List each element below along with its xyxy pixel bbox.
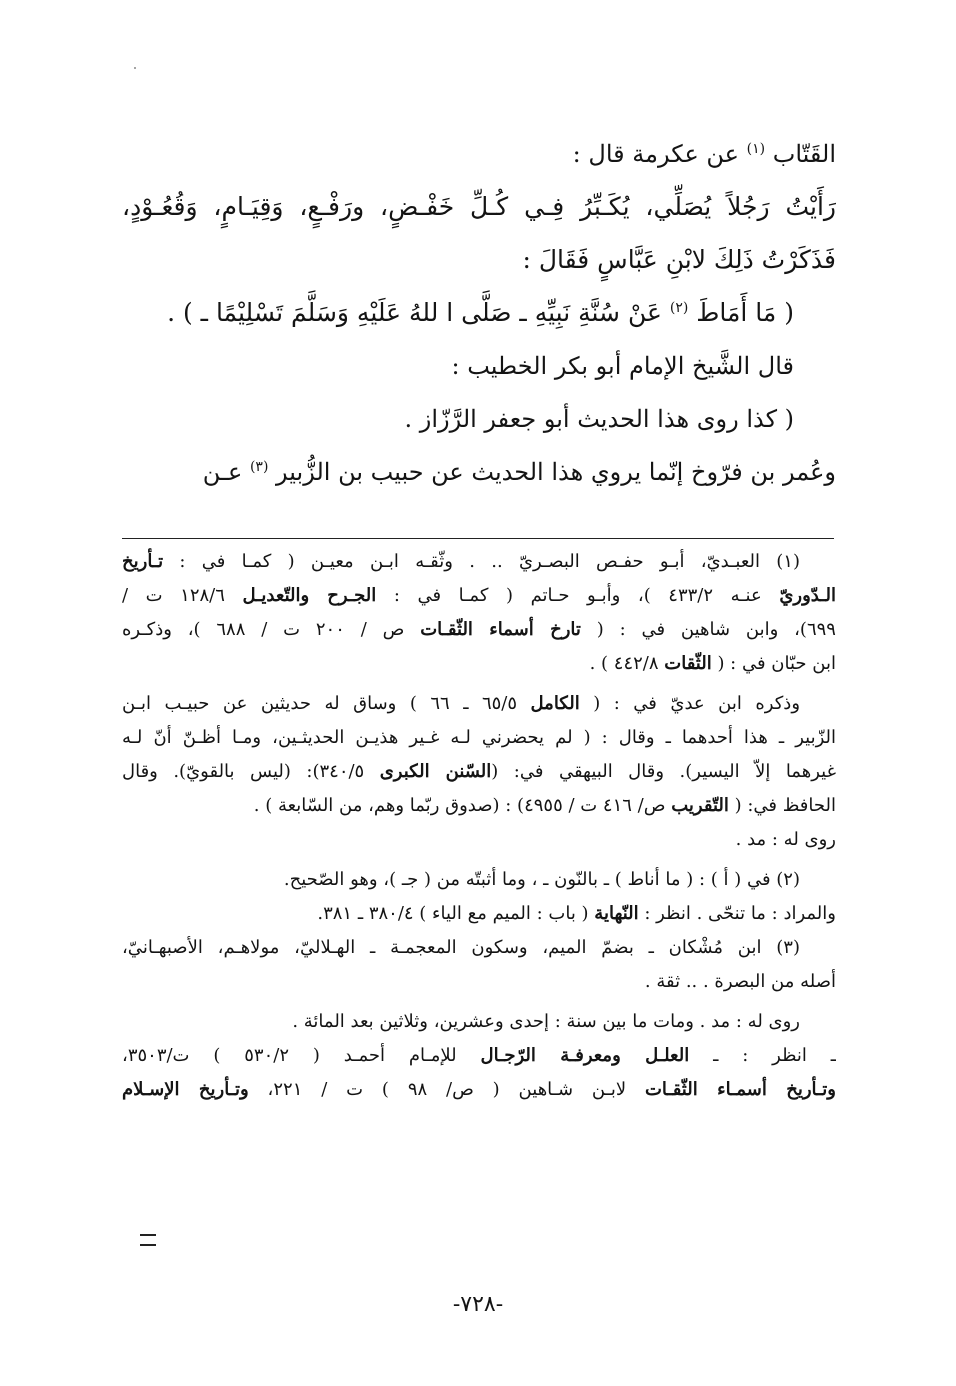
footnote-1-line <box>122 614 836 648</box>
footnote-1-line <box>122 756 836 790</box>
footnote-ref-3: (٣) <box>249 459 269 475</box>
text-segment: غيرهما إلاّ اليسير). وقال البيهقي في: ( <box>491 761 836 782</box>
book-title: تـأريخ <box>122 551 164 572</box>
book-title: السّنن الكبرى <box>379 761 492 782</box>
footnote-3-line: أصله من البصرة . .. ثقة . <box>644 971 836 992</box>
book-title: تارخ أسماء الثّقـات <box>420 619 581 640</box>
text-segment: وذكره ابن عديّ في : ( <box>579 693 801 714</box>
text-segment: القَتّاب <box>765 140 836 168</box>
footnote-1-line <box>122 688 836 722</box>
text-segment: ٦٥/٥ ـ ٦٦ ) وساق له حديثين عن حبيـب ابـن <box>122 693 531 714</box>
text-segment: (١) العبـديّ، أبـو حفـص البصـريّ .. . وثّقـه ابـن معيـن ( كمـا في : <box>163 551 800 572</box>
main-line-1 <box>122 130 836 183</box>
text-segment: الحافظ في: ( <box>728 795 836 816</box>
main-text <box>122 130 836 501</box>
footnote-3-line: روى له : مد . ومات ما بين سنة : إحدى وعشرين، وثلاثين بعد المائة . <box>292 1011 800 1032</box>
footnote-3-line <box>122 1040 836 1074</box>
footnote-2-line <box>122 898 836 932</box>
text-segment: ٤٤٢/٨ ) . <box>589 653 665 674</box>
footnote-1-line <box>122 546 836 580</box>
text-segment: عـن <box>202 458 250 486</box>
text-segment: ١٢٨/٦ ت / <box>122 585 243 606</box>
text-segment: ابن حبّان في : ( <box>711 653 836 674</box>
text-segment: والمراد : ما تنحّى . انظر : <box>638 903 836 924</box>
page-number: -٧٢٨- <box>452 1292 504 1317</box>
text-segment: ( مَا أَمَاطَ <box>688 298 794 327</box>
text-segment: ٦٩٩)، وابن شاهين في : ( <box>580 619 836 640</box>
main-line-3: فَذَكَرْتُ ذَلِكَ لابْنِ عَبَّاسٍ فَقَالَ : <box>522 245 836 274</box>
footnote-ref-2: (٢) <box>669 300 689 316</box>
text-segment: عَنْ سُنَّةِ نَبِيِّهِ ـ صَلَّى ا للهُ عَلَيْهِ وَسَلَّمَ تَسْلِيْمًا ـ ) . <box>167 298 670 327</box>
main-line-6: ( كذا روى هذا الحديث أبو جعفر الرَّزّاز . <box>404 405 794 433</box>
book-title: التّقريب <box>671 795 729 816</box>
footnote-ref-1: (١) <box>746 141 766 157</box>
book-title: الثّقات <box>664 653 712 674</box>
footnotes <box>122 546 836 1108</box>
text-segment: عن عكرمة قال : <box>572 140 747 168</box>
continuation-mark <box>140 1234 156 1246</box>
footnote-2-line: (٢) في ( أ ) : ( ما أناط ) ـ بالنّون ـ ، وما أثبتّه من ( جـ )، وهو الصّحيح. <box>283 869 800 890</box>
text-segment: وعُمر بن فرّوخ إنّما يروي هذا الحديث عن حبيب بن الزُّبير <box>268 458 836 486</box>
footnote-3-line: (٣) ابن مُشْكان ـ بضمّ الميم، وسكون المعجمـة ـ الهـلاليّ، مولاهـم، الأصبهـانيّ، <box>122 937 800 958</box>
text-segment: للإمـام أحمـد ( ٥٣٠/٢ ) ت/٣٥٠٣، <box>122 1045 481 1066</box>
footnote-1-line: روى له : مد . <box>735 829 836 850</box>
book-title: الكامل <box>530 693 580 714</box>
footnote-3-line <box>122 1074 836 1108</box>
main-line-5: قال الشَّيخ الإمام أبو بكر الخطيب : <box>451 352 794 380</box>
footnote-1-line: الزّبير ـ هذا أحدهما ـ وقال : ( لم يحضرني لـه غـير هذيـن الحديثـين، ومـا أظـنّ أنّ لـه <box>122 727 836 748</box>
footnote-1-line <box>122 648 836 682</box>
footnote-1-line <box>122 580 836 614</box>
scan-speck <box>134 67 136 69</box>
text-segment: عنـه ٤٣٣/٢ )، وأبـو حـاتم ( كمـا في : <box>376 585 780 606</box>
main-line-7 <box>122 448 836 501</box>
book-title: النّهاية <box>594 903 639 924</box>
text-segment: ص / ٢٠٠ ت / ٦٨٨ )، وذكـره <box>122 619 421 640</box>
footnote-separator <box>122 538 834 539</box>
book-title: العلـل ومعرفـة الرّجـال <box>480 1045 690 1066</box>
book-title: وتـأريخ أسمـاء الثّقـات <box>644 1079 836 1100</box>
main-line-2: رَأَيْتُ رَجُلاً يُصَلِّي، يُكَـبِّرُ فِـي كُـلِّ خَفْـضٍ، ورَفْـعٍ، وَقِيَـامٍ، وَقُعُـوْدٍ، <box>122 192 836 221</box>
text-segment: ٣٤٠/٥): (ليس بالقويّ). وقال <box>122 761 380 782</box>
text-segment: لابـن شـاهين ( ص/ ٩٨ ) ت / ٢٢١، <box>248 1079 645 1100</box>
text-segment: ص/ ٤١٦ ت / ٤٩٥٥) : (صدوق ربّما وهم، من السّابعة ) . <box>253 795 672 816</box>
book-title: الـدّوريّ <box>779 585 836 606</box>
main-line-4 <box>122 289 836 342</box>
text-segment: ( باب : الميم مع الياء ) ٣٨٠/٤ ـ ٣٨١. <box>317 903 595 924</box>
text-segment: ـ انظر : ـ <box>689 1045 836 1066</box>
book-title: الجـرح والتّعديـل <box>242 585 377 606</box>
footnote-1-line <box>122 790 836 824</box>
book-title: وتـأريخ الإسـلام <box>122 1079 249 1100</box>
